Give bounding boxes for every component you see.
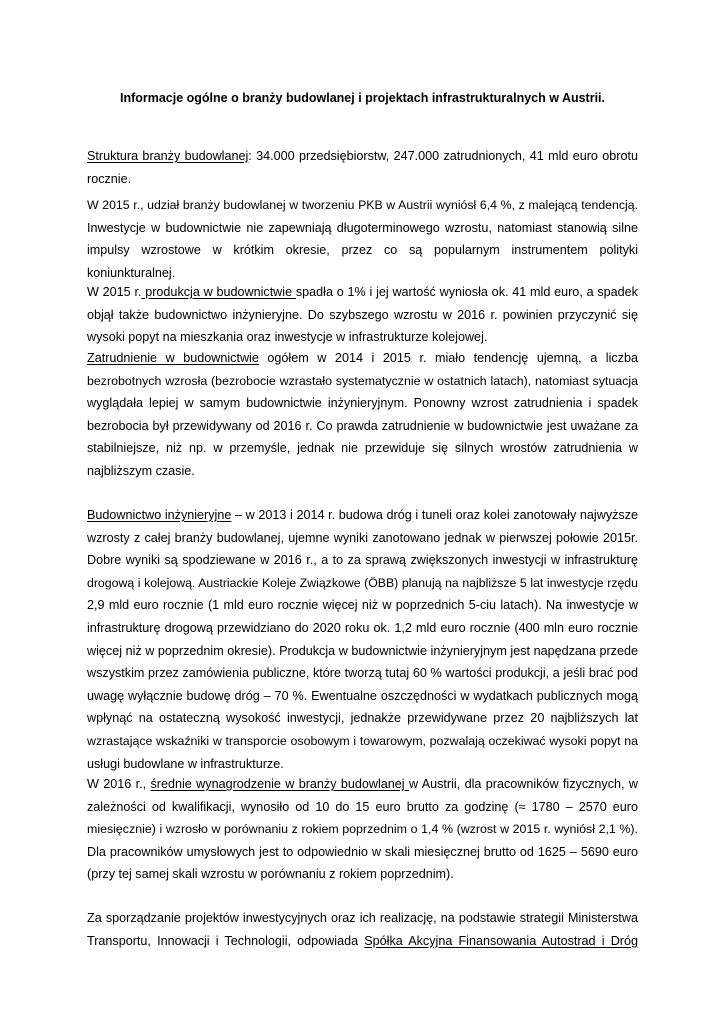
text-line: koniunkturalnej. [87,265,176,280]
paragraph-wages [87,773,638,886]
text-line [87,347,638,370]
text-line [87,145,638,168]
text-line: wyglądała lepiej w samym budownictwie inżynieryjnym. Ponowny wzrost zatrudnienia i spadek [87,396,638,411]
average-wage-link: średnie wynagrodzenie w branży budowlanej [150,777,409,791]
paragraph-employment [87,347,638,483]
text-line: infrastrukturę drogową przewidziano do 2020 roku ok. 1,2 mld euro rocznie (400 mln euro rocznie [87,620,638,635]
structure-heading-link: Struktura branży budowlanej [87,149,249,163]
text-span: : 34.000 przedsiębiorstw, 247.000 zatrudnionych, 41 mld euro obrotu [248,149,638,163]
text-line [87,773,638,796]
text-line: uwagę wyłącznie budowę dróg – 70 %. Ewentualne oszczędności w wydatkach publicznych mogą [87,688,638,703]
text-line: wysoki popyt na mieszkania oraz inwestycje w infrastrukturze kolejowej. [87,330,488,345]
text-line: objął także budownictwo inżynieryjne. Do szybszego wzrostu w 2016 r. powinien przyczynić się [87,307,638,322]
text-span: W 2016 r., [87,777,151,791]
paragraph-gdp-share [87,194,638,284]
paragraph-investment-projects [87,907,638,952]
text-line: stabilniejsze, niż np. w przemyśle, jednak nie przewiduje się silnych wrostów zatrudnienia w [87,441,638,456]
text-span: – w 2013 i 2014 r. budowa dróg i tuneli oraz kolei zanotowały najwyższe [231,508,639,522]
text-line: wzrosty z całej branży budowlanej, ujemne wyniki zanotowano jednak w pierwszej połowie 2015r. [87,530,638,545]
text-line: Dla pracowników umysłowych jest to odpowiednio w skali miesięcznej brutto od 1625 – 5690 euro [87,844,638,859]
text-line: zależności od kwalifikacji, wynosiło od 10 do 15 euro brutto za godzinę (≈ 1780 – 2570 euro [87,799,638,814]
text-span: ogółem w 2014 i 2015 r. miało tendencję ujemną, a liczba [258,351,638,365]
text-line: 2,9 mld euro rocznie (1 mld euro rocznie więcej niż w poprzednich 5-ciu latach). Na inwestycje w [87,598,638,613]
text-span: W 2015 r. [87,285,142,299]
text-line: wszystkim przez zamówienia publiczne, które tworzą tutaj 60 % wartości produkcji, a jeśli brać pod [87,666,638,681]
paragraph-construction-output [87,281,638,349]
document-title: Informacje ogólne o branży budowlanej i projektach infrastrukturalnych w Austrii. [119,91,606,105]
text-line: Dobre wyniki są spodziewane w 2016 r., a to za sprawą zwiększonych inwestycji w infrastrukturę [87,553,638,568]
text-line: więcej niż w poprzednim okresie). Produkcja w budownictwie inżynieryjnym jest napędzana przede [87,643,638,658]
text-line: miesięcznie) i wzrosło w porównaniu z rokiem poprzednim o 1,4 % (wzrost w 2015 r. wyniósł 2,1 %). [87,822,638,837]
text-line: bezrobocia był przewidywany od 2016 r. Co prawda zatrudnienie w budownictwie jest uważane za [87,418,638,433]
paragraph-structure [87,145,638,190]
text-line: rocznie. [87,171,132,186]
text-line: Za sporządzanie projektów inwestycyjnych oraz ich realizację, na podstawie strategii Ministerstwa [87,911,638,925]
text-line: impulsy wzrostowe w krótkim okresie, przez co są popularnym instrumentem polityki [87,243,638,258]
text-line [87,281,638,304]
text-line [87,504,638,527]
text-line: wpłynąć na ostateczną wysokość inwestycji, jednakże przewidywane przez 20 najbliższych lat [87,711,638,726]
text-line: drogową i kolejową. Austriackie Koleje Związkowe (ÖBB) planują na najbliższe 5 lat inwestycje rzędu [87,575,638,590]
text-line: najbliższym czasie. [87,463,195,478]
text-line: usługi budowlane w infrastrukturze. [87,756,284,771]
text-line [87,930,638,953]
construction-output-link: produkcja w budownictwie [141,285,296,299]
text-span: w Austrii, dla pracowników fizycznych, w [408,777,638,791]
paragraph-civil-engineering [87,504,638,775]
text-line: (przy tej samej skali wzrostu w porównaniu z rokiem poprzednim). [87,867,454,882]
text-line: bezrobotnych wzrosła (bezrobocie wzrastało systematycznie w ostatnich latach), natomiast sytuacja [87,373,638,388]
employment-heading-link: Zatrudnienie w budownictwie [87,351,259,365]
text-span: spadła o 1% i jej wartość wyniosła ok. 41 mld euro, a spadek [295,285,638,299]
text-line: wzrastające wskaźniki w transporcie osobowym i towarowym, pozwalają oczekiwać wysoki popyt na [87,733,638,748]
text-span: Transportu, Innowacji i Technologii, odpowiada [87,933,365,948]
text-line: Inwestycje w budownictwie nie zapewniają długoterminowego wzrostu, natomiast stanowią silne [87,220,638,235]
civil-engineering-heading-link: Budownictwo inżynieryjne [87,508,232,522]
text-line: W 2015 r., udział branży budowlanej w tworzeniu PKB w Austrii wyniósł 6,4 %, z malejącą tendencją. [87,198,638,212]
asfinag-link: Spółka Akcyjna Finansowania Autostrad i Dróg [364,933,638,948]
